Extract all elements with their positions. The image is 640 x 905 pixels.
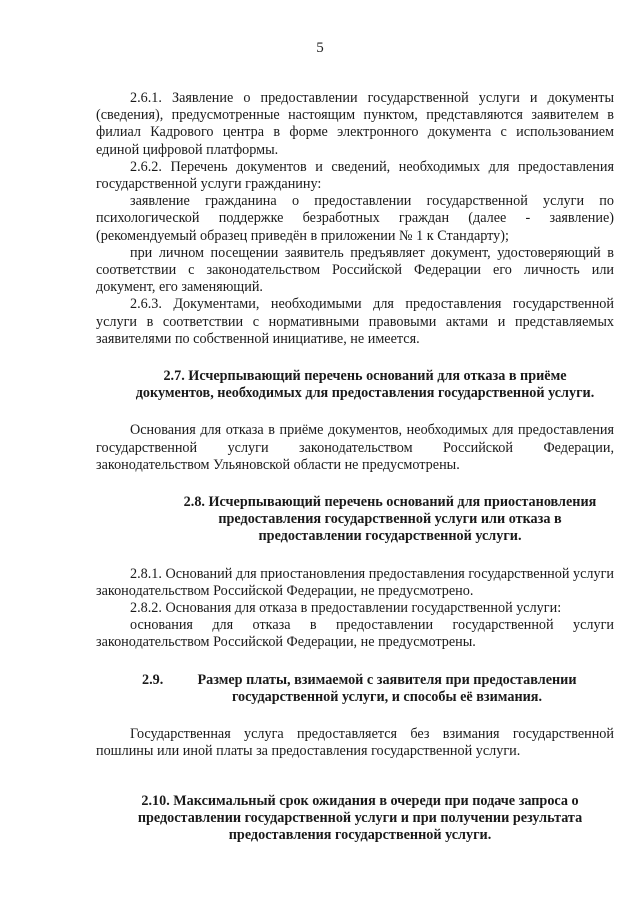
paragraph-2-9: Государственная услуга предоставляется без взимания государственной пошлины или иной платы за предоставления государственной услуги. xyxy=(96,726,614,760)
page-number: 5 xyxy=(316,40,324,56)
heading-2-8: 2.8. Исчерпывающий перечень оснований для приостановления предоставления государственной услуги или отказа в предоставлении государственной услуги. xyxy=(183,494,597,545)
paragraph-2-6-2-identity: при личном посещении заявитель предъявляет документ, удостоверяющий в соответствии с законодательством Российской Федерации его личность или документ, его заменяющий. xyxy=(96,244,614,296)
paragraph-2-8-2-grounds: основания для отказа в предоставлении государственной услуги законодательством Российской Федерации, не предусмотрены. xyxy=(96,617,614,651)
heading-2-7: 2.7. Исчерпывающий перечень оснований для отказа в приёме документов, необходимых для предоставления государственной услуги. xyxy=(135,368,595,402)
heading-2-9 xyxy=(96,672,614,706)
document-body xyxy=(96,90,614,844)
paragraph-2-6-3: 2.6.3. Документами, необходимыми для предоставления государственной услуги в соответствии с нормативными правовыми актами и представляемых заявителями по собственной инициативе, не имеется. xyxy=(96,296,614,347)
paragraph-2-6-2: 2.6.2. Перечень документов и сведений, необходимых для предоставления государственной услуги гражданину: xyxy=(96,158,614,193)
heading-2-9-text: Размер платы, взимаемой с заявителя при предоставлении государственной услуги, и способы её взимания. xyxy=(197,671,577,705)
paragraph-2-7: Основания для отказа в приёме документов, необходимых для предоставления государственной услуги законодательством Российской Федерации, законодательством Ульяновской области не предусмотрены. xyxy=(96,422,614,473)
paragraph-2-8-1: 2.8.1. Оснований для приостановления предоставления государственной услуги законодательством Российской Федерации, не предусмотрено. xyxy=(96,565,614,599)
heading-2-9-number: 2.9. xyxy=(142,671,164,688)
paragraph-2-6-1: 2.6.1. Заявление о предоставлении государственной услуги и документы (сведения), предусмотренные настоящим пунктом, представляются заявителем в филиал Кадрового центра в форме электронного документа с использованием единой цифровой платформы. xyxy=(96,90,614,158)
heading-2-10: 2.10. Максимальный срок ожидания в очереди при подаче запроса о предоставлении государственной услуги и при получении результата предоставления государственной услуги. xyxy=(137,792,583,843)
paragraph-2-8-2: 2.8.2. Основания для отказа в предоставлении государственной услуги: xyxy=(130,600,562,617)
paragraph-2-6-2-application: заявление гражданина о предоставлении государственной услуги по психологической поддержке безработных граждан (далее - заявление) (рекомендуемый образец приведён в приложении № 1 к Стандарту); xyxy=(96,193,614,244)
